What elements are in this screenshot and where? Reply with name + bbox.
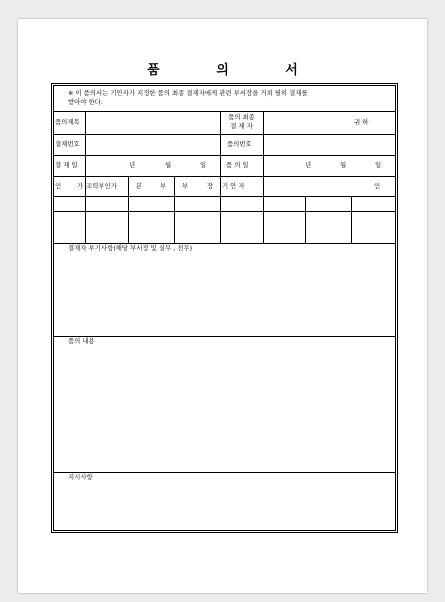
cooperation-dept-label: 조력부인가 [86,182,117,190]
signature-box[interactable] [54,212,85,243]
proposal-date-year-unit: 년 [305,161,312,169]
form-table [53,85,396,531]
document-page [18,19,427,593]
row-divider [54,155,395,156]
proposal-content-area[interactable] [54,348,395,470]
row-divider [54,336,395,337]
addressee-suffix: 귀 하 [354,118,369,126]
row-divider [54,134,395,135]
signature-box[interactable] [306,212,351,243]
signature-box[interactable] [264,212,305,243]
subject-label: 품의제목 [55,118,80,126]
proposal-number-label: 품의번호 [227,140,252,148]
subject-input[interactable] [86,113,219,133]
notice-text-continued: 받아야 한다. [68,98,103,106]
instructions-area[interactable] [54,484,395,528]
signature-box[interactable] [129,212,174,243]
signature-box[interactable] [221,212,263,243]
division-label-3: 부 [182,182,189,190]
signature-box[interactable] [86,212,128,243]
final-approver-label-line2: 결 재 자 [230,122,253,130]
row-divider [54,196,395,197]
instructions-label: 지시사항 [68,473,93,481]
proposal-number-input[interactable] [264,136,395,154]
form-outer-border [51,83,398,533]
division-label-2: 부 [160,182,167,190]
drafter-seal: 인 [374,182,381,190]
row-divider [54,472,395,473]
approval-number-label: 결재번호 [55,140,80,148]
approver-notes-area[interactable] [54,254,395,334]
approval-date-day-unit: 일 [200,161,207,169]
final-approver-label: 품의 최종 [228,113,255,121]
seal-label-2: 가 [77,182,84,190]
approval-date-year-unit: 년 [129,161,136,169]
drafter-label: 기 안 자 [222,182,245,190]
division-label-1: 본 [136,182,143,190]
approval-date-month-unit: 월 [165,161,172,169]
final-approver-input[interactable] [264,113,395,133]
proposal-date-label: 품 의 일 [226,161,249,169]
signature-box[interactable] [175,212,220,243]
approval-date-label: 결 재 일 [55,161,78,169]
division-label-4: 장 [207,182,214,190]
proposal-date-day-unit: 일 [375,161,382,169]
notice-text: ※ 이 품의서는 기안자가 지정한 품의 최종 결재자에게 관련 부서장을 거쳐 필히 결재를 [68,89,308,97]
approval-number-input[interactable] [86,136,219,154]
signature-box[interactable] [352,212,395,243]
row-divider [54,111,395,112]
seal-label: 인 [55,182,62,190]
proposal-date-month-unit: 월 [340,161,347,169]
page-title: 품 의 서 [147,63,324,78]
proposal-content-label: 품의 내용 [68,337,95,345]
row-divider [54,176,395,177]
approver-notes-label: 결재자 부기사항(해당 부서장 및 실무 , 전무) [68,244,193,252]
